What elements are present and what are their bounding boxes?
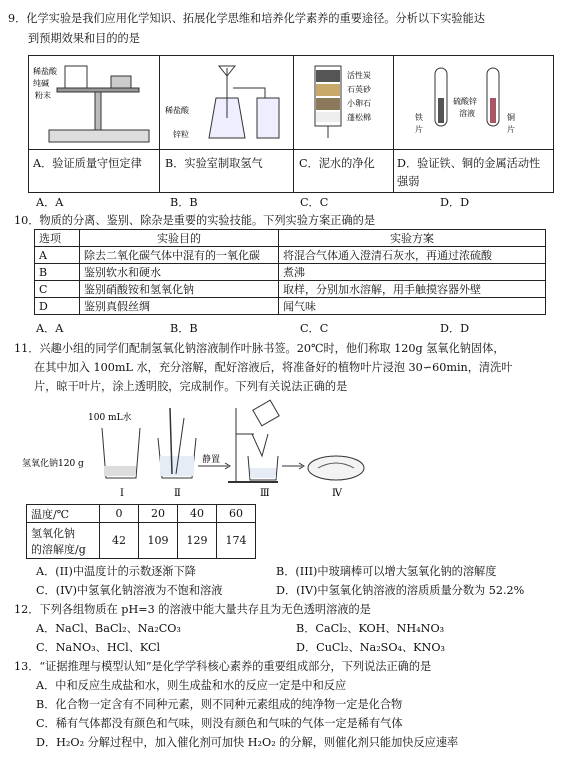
- naoh-procedure-figure: [20, 398, 400, 503]
- q9-stem-cont: 到预期效果和目的的是: [28, 32, 140, 45]
- q10-row-c-plan: 取样，分别加水溶解，用手触摸容器外壁: [279, 281, 546, 298]
- q12-option-d: D．CuCl₂、Na₂SO₄、KNO₃: [296, 641, 445, 654]
- q9-option-d: D．D: [440, 196, 470, 209]
- q10-header-purpose: 实验目的: [80, 230, 279, 247]
- q10-table: [34, 229, 546, 315]
- label-dilute-hcl-b: 稀盐酸: [165, 106, 189, 115]
- q12-stem: 12．下列各组物质在 pH=3 的溶液中能大量共存且为无色透明溶液的是: [14, 603, 371, 616]
- q9-cell-d-line1: D．验证铁、铜的金属活动性: [397, 157, 541, 170]
- q10-option-c: C．C: [300, 322, 329, 335]
- q10-row-c-purpose: 鉴别硝酸铵和氢氧化钠: [80, 281, 279, 298]
- q10-row-b-purpose: 鉴别软水和硬水: [80, 264, 279, 281]
- q12-option-a: A．NaCl、BaCl₂、Na₂CO₃: [36, 622, 181, 635]
- q10-row-d-label: D: [35, 298, 80, 315]
- q10-row-a-plan: 将混合气体通入澄清石灰水，再通过浓硫酸: [279, 247, 546, 264]
- label-step-3: Ⅲ: [260, 488, 270, 499]
- q9-option-b: B．B: [170, 196, 198, 209]
- q11-line2: 在其中加入 100mL 水，充分溶解，配好溶液后，将准备好的植物叶片浸泡 30∽60min，清洗叶: [34, 361, 513, 374]
- q9-cell-c: C．泥水的净化: [299, 157, 375, 170]
- label-quartz-sand: 石英砂: [347, 85, 371, 94]
- label-activated-carbon: 活性炭: [347, 71, 371, 80]
- q9-stem: 9．化学实验是我们应用化学知识、拓展化学思维和培养化学素养的重要途径。分析以下实验能达: [8, 12, 485, 25]
- label-pebbles: 小卵石: [347, 99, 371, 108]
- label-step-1: Ⅰ: [120, 488, 124, 499]
- q10-row-b-label: B: [35, 264, 80, 281]
- q10-row-d-purpose: 鉴别真假丝绸: [80, 298, 279, 315]
- q9-option-c: C．C: [300, 196, 329, 209]
- label-powder: 粉末: [35, 91, 51, 100]
- label-step-4: Ⅳ: [332, 488, 342, 499]
- q13-option-c: C．稀有气体都没有颜色和气味，则没有颜色和气味的气体一定是稀有气体: [36, 717, 403, 730]
- solubility-label-line1: 氢氧化钠: [31, 526, 75, 540]
- q9-cell-a: A．验证质量守恒定律: [33, 157, 142, 170]
- q12-option-c: C．NaNO₃、HCl、KCl: [36, 641, 161, 654]
- q10-option-b: B．B: [170, 322, 198, 335]
- q10-option-d: D．D: [440, 322, 470, 335]
- q11-option-a: A．(II)中温度计的示数逐渐下降: [36, 565, 196, 578]
- metal-activity-figure: [395, 58, 551, 148]
- q9-option-a: A．A: [36, 196, 64, 209]
- temp-0: 0: [100, 505, 139, 523]
- solubility-60: 174: [217, 523, 256, 559]
- q10-header-option: 选项: [35, 230, 80, 247]
- q10-row-c-label: C: [35, 281, 80, 298]
- q10-option-a: A．A: [36, 322, 64, 335]
- q9-table: [28, 55, 554, 193]
- table-row: [35, 281, 546, 298]
- label-let-stand: 静置: [202, 455, 221, 465]
- temp-40: 40: [178, 505, 217, 523]
- solubility-table: [26, 504, 256, 559]
- temp-20: 20: [139, 505, 178, 523]
- q10-row-b-plan: 煮沸: [279, 264, 546, 281]
- label-piece-1: 片: [415, 125, 423, 134]
- label-100ml-water: 100 mL水: [88, 413, 132, 423]
- q10-stem: 10．物质的分离、鉴别、除杂是重要的实验技能。下列实验方案正确的是: [14, 214, 376, 227]
- q9-cell-b: B．实验室制取氢气: [165, 157, 263, 170]
- label-copper: 铜: [507, 113, 515, 122]
- q12-option-b: B．CaCl₂、KOH、NH₄NO₃: [296, 622, 445, 635]
- solubility-40: 129: [178, 523, 217, 559]
- label-piece-2: 片: [507, 125, 515, 134]
- solubility-20: 109: [139, 523, 178, 559]
- temp-60: 60: [217, 505, 256, 523]
- table-row: [35, 264, 546, 281]
- table-row: [35, 247, 546, 264]
- q13-option-b: B．化合物一定含有不同种元素，则不同种元素组成的纯净物一定是化合物: [36, 698, 403, 711]
- label-znso4: 硫酸锌: [453, 97, 477, 106]
- q10-row-a-label: A: [35, 247, 80, 264]
- label-soda: 纯碱: [33, 79, 49, 88]
- solubility-label-line2: 的溶解度/g: [31, 542, 86, 556]
- q11-line3: 片，晾干叶片，涂上透明胶，完成制作。下列有关说法正确的是: [34, 380, 348, 393]
- label-solution: 溶液: [459, 109, 475, 118]
- q10-row-a-purpose: 除去二氧化碳气体中混有的一氧化碳: [80, 247, 279, 264]
- label-dilute-hcl: 稀盐酸: [33, 67, 57, 76]
- q11-line1: 11．兴趣小组的同学们配制氢氧化钠溶液制作叶脉书签。20℃时，他们称取 120g 氢氧化钠固体，: [14, 342, 505, 355]
- q10-header-plan: 实验方案: [279, 230, 546, 247]
- label-cotton: 蓬松棉: [347, 113, 371, 122]
- q11-option-c: C．(IV)中氢氧化钠溶液为不饱和溶液: [36, 584, 223, 597]
- solubility-header-value: [27, 523, 100, 559]
- solubility-0: 42: [100, 523, 139, 559]
- q9-cell-d-line2: 强弱: [397, 175, 420, 188]
- q13-option-d: D．H₂O₂ 分解过程中，加入催化剂可加快 H₂O₂ 的分解，则催化剂只能加快反应速率: [36, 736, 459, 749]
- q11-option-b: B．(III)中玻璃棒可以增大氢氧化钠的溶解度: [276, 565, 497, 578]
- label-iron: 铁: [415, 113, 423, 122]
- label-step-2: Ⅱ: [174, 488, 181, 499]
- table-row: [35, 298, 546, 315]
- label-naoh-120g: 氢氧化钠120 g: [22, 459, 84, 469]
- q11-option-d: D．(IV)中氢氧化钠溶液的溶质质量分数为 52.2%: [276, 584, 525, 597]
- water-filter-figure: [295, 58, 391, 148]
- hydrogen-apparatus-figure: [161, 58, 291, 148]
- balance-figure: [31, 58, 157, 148]
- solubility-header-temp: 温度/℃: [27, 505, 100, 523]
- label-zinc: 锌粒: [173, 130, 189, 139]
- q13-stem: 13．“证据推理与模型认知”是化学学科核心素养的重要组成部分，下列说法正确的是: [14, 660, 432, 673]
- q10-row-d-plan: 闻气味: [279, 298, 546, 315]
- q13-option-a: A．中和反应生成盐和水，则生成盐和水的反应一定是中和反应: [36, 679, 347, 692]
